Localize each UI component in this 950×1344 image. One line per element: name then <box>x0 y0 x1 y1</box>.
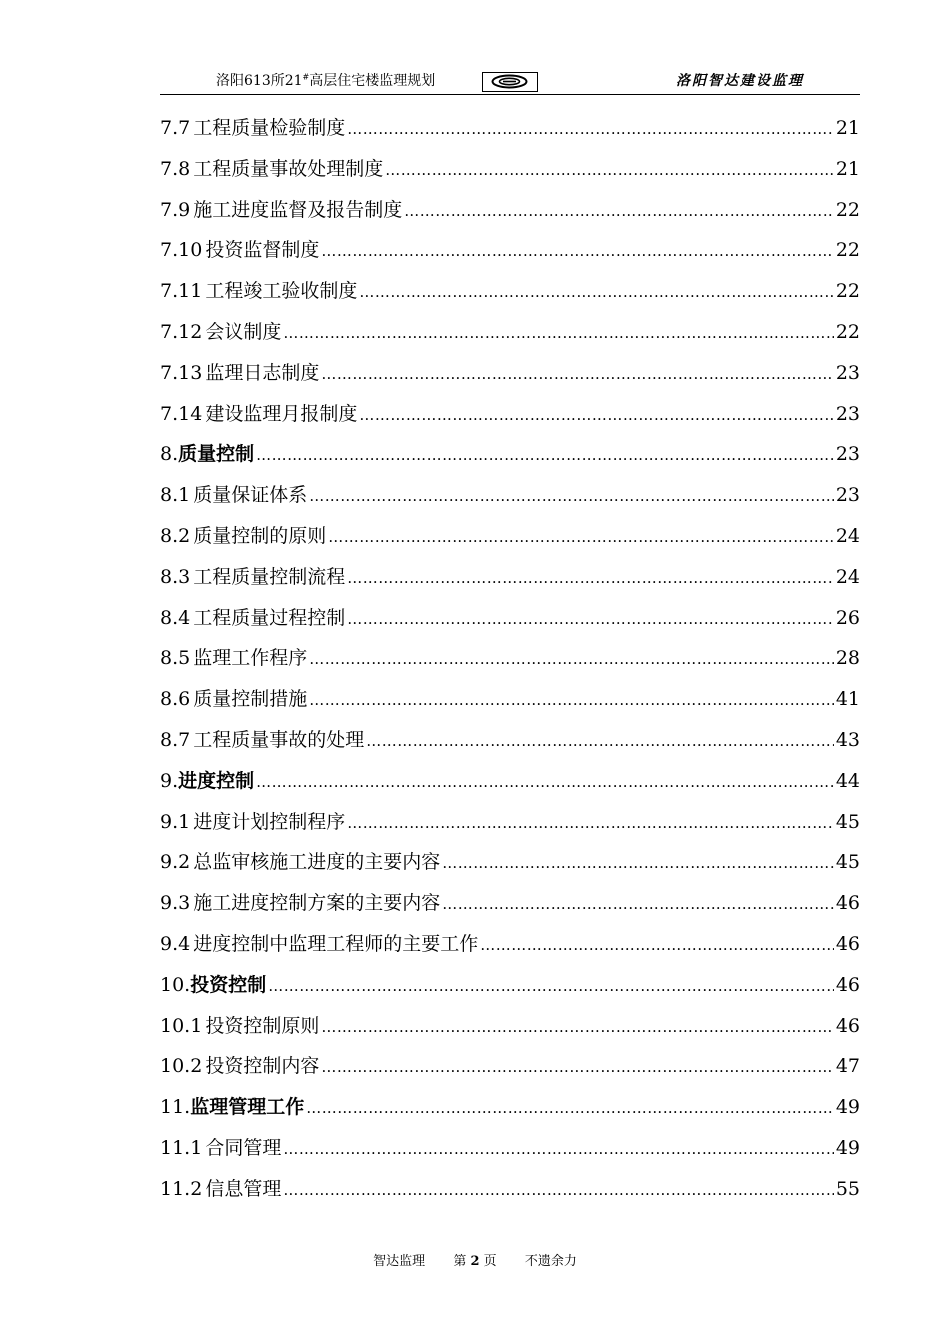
toc-leader-dots <box>309 476 834 517</box>
toc-entry[interactable] <box>160 802 860 843</box>
toc-entry-page: 22 <box>835 320 860 343</box>
toc-leader-dots <box>283 313 833 354</box>
toc-entry[interactable] <box>160 720 860 761</box>
toc-entry-page: 47 <box>835 1055 860 1078</box>
toc-entry-title: 工程质量事故的处理 <box>193 728 365 751</box>
toc-entry-number: 10.2 <box>160 1055 203 1078</box>
toc-entry-number: 7.13 <box>160 361 203 384</box>
toc-leader-dots <box>321 354 833 395</box>
toc-entry-title: 监理工作程序 <box>193 647 308 670</box>
toc-entry-title: 投资监督制度 <box>205 239 320 262</box>
toc-entry[interactable] <box>160 353 860 394</box>
toc-entry[interactable] <box>160 434 860 475</box>
toc-leader-dots <box>309 680 834 721</box>
toc-leader-dots <box>347 558 834 599</box>
toc-entry-number: 11.1 <box>160 1136 203 1159</box>
toc-entry[interactable] <box>160 679 860 720</box>
toc-entry-number: 8.6 <box>160 688 191 711</box>
toc-entry[interactable] <box>160 394 860 435</box>
toc-entry-number: 9. <box>160 769 179 792</box>
toc-entry[interactable] <box>160 924 860 965</box>
toc-entry-number: 8. <box>160 443 179 466</box>
toc-entry-page: 23 <box>835 443 860 466</box>
toc-entry-title: 合同管理 <box>205 1136 282 1159</box>
toc-entry-page: 24 <box>835 565 860 588</box>
toc-entry[interactable] <box>160 761 860 802</box>
toc-entry-number: 9.3 <box>160 892 191 915</box>
toc-entry-title: 监理管理工作 <box>190 1096 305 1119</box>
toc-entry-page: 28 <box>835 647 860 670</box>
toc-leader-dots <box>347 109 834 150</box>
footer-page-unit: 页 <box>483 1254 497 1269</box>
toc-entry-title: 质量保证体系 <box>193 484 308 507</box>
toc-entry-page: 46 <box>835 932 860 955</box>
toc-leader-dots <box>442 843 834 884</box>
toc-entry-page: 22 <box>835 280 860 303</box>
toc-entry-number: 9.4 <box>160 932 191 955</box>
toc-entry-number: 9.1 <box>160 810 191 833</box>
toc-entry-title: 投资控制原则 <box>205 1014 320 1037</box>
toc-entry-page: 43 <box>835 728 860 751</box>
toc-entry-title: 建设监理月报制度 <box>205 402 358 425</box>
toc-entry[interactable] <box>160 1046 860 1087</box>
toc-entry-page: 22 <box>835 198 860 221</box>
toc-entry-title: 进度控制 <box>178 769 255 792</box>
logo-emblem-icon <box>483 73 536 90</box>
toc-entry-number: 7.8 <box>160 157 191 180</box>
toc-entry[interactable] <box>160 516 860 557</box>
toc-entry[interactable] <box>160 598 860 639</box>
toc-entry-page: 21 <box>835 157 860 180</box>
toc-leader-dots <box>321 231 833 272</box>
toc-entry-title: 总监审核施工进度的主要内容 <box>193 851 441 874</box>
toc-entry-page: 46 <box>835 973 860 996</box>
toc-entry-number: 7.7 <box>160 117 191 139</box>
toc-leader-dots <box>385 150 834 191</box>
table-of-contents <box>160 108 860 1210</box>
toc-entry-page: 22 <box>835 239 860 262</box>
toc-entry-title: 工程质量事故处理制度 <box>193 157 384 180</box>
toc-entry[interactable] <box>160 557 860 598</box>
toc-leader-dots <box>442 884 834 925</box>
toc-entry[interactable] <box>160 149 860 190</box>
toc-entry-number: 8.1 <box>160 484 191 507</box>
toc-entry[interactable] <box>160 475 860 516</box>
toc-leader-dots <box>256 762 834 803</box>
header-title-sup: # <box>302 72 310 82</box>
toc-leader-dots <box>283 1129 833 1170</box>
toc-leader-dots <box>366 721 834 762</box>
toc-entry-page: 55 <box>835 1177 860 1200</box>
toc-entry[interactable] <box>160 190 860 231</box>
header-title-prefix: 洛阳613所21 <box>216 73 303 89</box>
toc-entry-title: 信息管理 <box>205 1177 282 1200</box>
toc-entry-title: 进度控制中监理工程师的主要工作 <box>193 932 479 955</box>
toc-entry[interactable] <box>160 1087 860 1128</box>
toc-entry-title: 会议制度 <box>205 320 282 343</box>
toc-entry-title: 质量控制措施 <box>193 688 308 711</box>
toc-leader-dots <box>359 272 833 313</box>
toc-entry-title: 工程竣工验收制度 <box>205 280 358 303</box>
toc-entry-title: 投资控制内容 <box>205 1055 320 1078</box>
toc-entry-page: 23 <box>835 484 860 507</box>
toc-leader-dots <box>359 395 833 436</box>
toc-entry-page: 41 <box>835 688 860 711</box>
toc-entry[interactable] <box>160 1169 860 1210</box>
toc-entry[interactable] <box>160 883 860 924</box>
toc-entry[interactable] <box>160 230 860 271</box>
toc-entry-number: 10. <box>160 973 191 996</box>
toc-leader-dots <box>347 599 834 640</box>
toc-entry-number: 7.9 <box>160 198 191 221</box>
toc-entry-title: 工程质量检验制度 <box>193 117 346 139</box>
toc-entry-title: 工程质量过程控制 <box>193 606 346 629</box>
toc-entry[interactable] <box>160 965 860 1006</box>
toc-entry-number: 8.7 <box>160 728 191 751</box>
footer-company: 智达监理 <box>373 1254 426 1269</box>
toc-entry-page: 45 <box>835 810 860 833</box>
toc-entry-page: 24 <box>835 524 860 547</box>
toc-entry-page: 23 <box>835 402 860 425</box>
toc-leader-dots <box>268 966 834 1007</box>
toc-leader-dots <box>404 191 834 232</box>
footer-page-label: 第 <box>453 1254 467 1269</box>
toc-entry-number: 7.10 <box>160 239 203 262</box>
toc-entry[interactable] <box>160 312 860 353</box>
toc-entry[interactable] <box>160 108 860 149</box>
toc-leader-dots <box>321 1007 833 1048</box>
toc-entry-page: 44 <box>835 769 860 792</box>
footer-motto: 不遗余力 <box>524 1254 577 1269</box>
toc-entry-number: 8.2 <box>160 524 191 547</box>
toc-entry[interactable] <box>160 271 860 312</box>
toc-entry-page: 46 <box>835 1014 860 1037</box>
toc-leader-dots <box>283 1170 833 1211</box>
toc-leader-dots <box>328 517 834 558</box>
toc-entry[interactable] <box>160 1006 860 1047</box>
toc-entry-number: 11.2 <box>160 1177 203 1200</box>
toc-entry-page: 46 <box>835 892 860 915</box>
toc-entry-title: 质量控制 <box>178 443 255 466</box>
toc-entry-number: 7.11 <box>160 280 203 303</box>
toc-entry[interactable] <box>160 1128 860 1169</box>
toc-entry-title: 进度计划控制程序 <box>193 810 346 833</box>
company-logo <box>482 72 538 92</box>
footer-page-number: 2 <box>470 1254 480 1269</box>
toc-entry-number: 8.5 <box>160 647 191 670</box>
toc-entry-title: 施工进度控制方案的主要内容 <box>193 892 441 915</box>
toc-leader-dots <box>347 803 834 844</box>
toc-entry-number: 8.3 <box>160 565 191 588</box>
footer-page-indicator <box>453 1250 496 1269</box>
toc-entry-title: 质量控制的原则 <box>193 524 327 547</box>
toc-entry[interactable] <box>160 842 860 883</box>
toc-entry-title: 监理日志制度 <box>205 361 320 384</box>
toc-entry-number: 10.1 <box>160 1014 203 1037</box>
toc-leader-dots <box>321 1047 833 1088</box>
toc-entry-page: 21 <box>835 117 860 139</box>
toc-entry-page: 23 <box>835 361 860 384</box>
toc-leader-dots <box>480 925 834 966</box>
header-title-suffix: 高层住宅楼监理规划 <box>309 73 436 89</box>
toc-entry-page: 49 <box>835 1136 860 1159</box>
toc-entry-number: 8.4 <box>160 606 191 629</box>
header-company-name: 洛阳智达建设监理 <box>676 73 804 89</box>
toc-entry-number: 9.2 <box>160 851 191 874</box>
toc-leader-dots <box>256 435 834 476</box>
toc-entry[interactable] <box>160 638 860 679</box>
toc-leader-dots <box>306 1088 834 1129</box>
toc-entry-number: 7.14 <box>160 402 203 425</box>
toc-entry-page: 45 <box>835 851 860 874</box>
toc-entry-title: 施工进度监督及报告制度 <box>193 198 403 221</box>
toc-entry-title: 投资控制 <box>190 973 267 996</box>
page-header <box>160 64 860 95</box>
toc-entry-number: 11. <box>160 1096 191 1119</box>
toc-entry-page: 26 <box>835 606 860 629</box>
toc-entry-title: 工程质量控制流程 <box>193 565 346 588</box>
header-document-title <box>216 70 435 90</box>
page-footer <box>0 1250 950 1269</box>
toc-entry-number: 7.12 <box>160 320 203 343</box>
toc-entry-page: 49 <box>835 1096 860 1119</box>
toc-leader-dots <box>309 639 834 680</box>
